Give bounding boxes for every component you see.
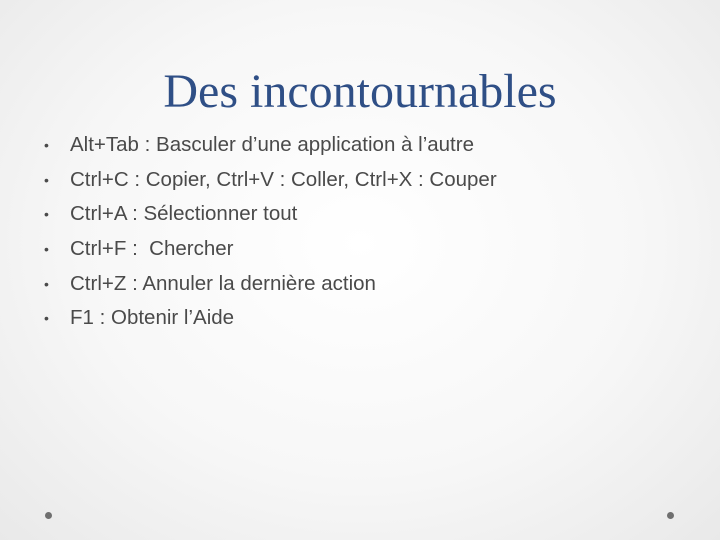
list-item xyxy=(44,266,684,301)
list-item xyxy=(44,163,684,198)
corner-dot-icon xyxy=(45,512,52,519)
corner-dot-icon xyxy=(667,512,674,519)
bullet-icon: • xyxy=(44,137,49,154)
list-item-text: Ctrl+F : Chercher xyxy=(70,237,234,261)
slide-title: Des incontournables xyxy=(163,65,557,118)
list-item xyxy=(44,301,684,336)
bullet-icon: • xyxy=(44,241,49,258)
list-item-text: Ctrl+A : Sélectionner tout xyxy=(70,202,298,226)
bullet-icon: • xyxy=(44,206,49,223)
list-item-text: F1 : Obtenir l’Aide xyxy=(70,306,235,330)
bullet-icon: • xyxy=(44,171,49,188)
list-item xyxy=(44,197,684,232)
list-item-text: Alt+Tab : Basculer d’une application à l’autre xyxy=(70,133,474,157)
list-item xyxy=(44,232,684,267)
bullet-icon: • xyxy=(44,275,49,292)
list-item-text: Ctrl+C : Copier, Ctrl+V : Coller, Ctrl+X : Couper xyxy=(70,167,497,191)
bullet-list xyxy=(44,128,684,336)
bullet-icon: • xyxy=(44,310,49,327)
list-item xyxy=(44,128,684,163)
list-item-text: Ctrl+Z : Annuler la dernière action xyxy=(70,271,376,295)
